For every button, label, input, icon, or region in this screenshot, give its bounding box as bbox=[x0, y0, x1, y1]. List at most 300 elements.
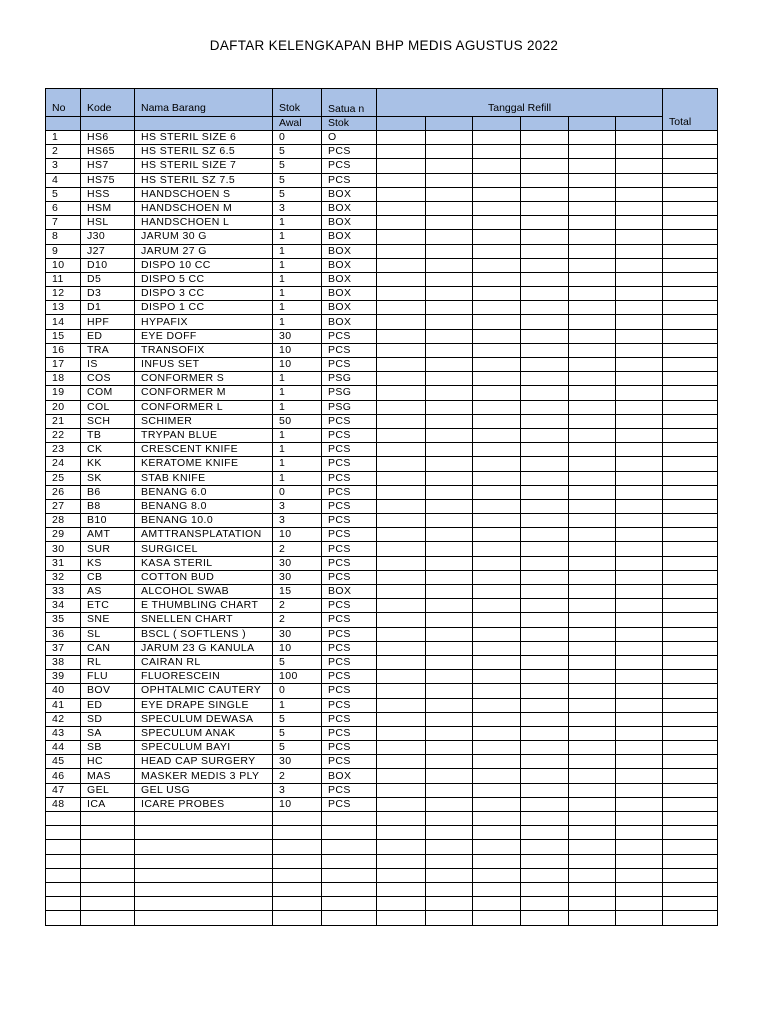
cell-refill bbox=[426, 159, 473, 173]
cell-refill bbox=[377, 145, 426, 159]
cell-refill bbox=[426, 471, 473, 485]
empty-cell bbox=[663, 812, 718, 826]
cell-satuan: PCS bbox=[322, 428, 377, 442]
empty-cell bbox=[426, 911, 473, 925]
cell-satuan: BOX bbox=[322, 244, 377, 258]
cell-refill bbox=[569, 159, 616, 173]
empty-cell bbox=[81, 911, 135, 925]
cell-kode: D1 bbox=[81, 301, 135, 315]
table-row bbox=[46, 514, 718, 528]
cell-total bbox=[663, 443, 718, 457]
cell-nama-barang: OPHTALMIC CAUTERY bbox=[135, 684, 273, 698]
cell-refill bbox=[616, 329, 663, 343]
cell-refill bbox=[616, 599, 663, 613]
cell-refill bbox=[473, 471, 521, 485]
cell-nama-barang: FLUORESCEIN bbox=[135, 670, 273, 684]
empty-cell bbox=[426, 840, 473, 854]
cell-refill bbox=[377, 216, 426, 230]
cell-nama-barang: SURGICEL bbox=[135, 542, 273, 556]
empty-cell bbox=[616, 812, 663, 826]
cell-kode: ED bbox=[81, 329, 135, 343]
cell-kode: SNE bbox=[81, 613, 135, 627]
cell-total bbox=[663, 712, 718, 726]
cell-nama-barang: TRANSOFIX bbox=[135, 343, 273, 357]
empty-cell bbox=[569, 826, 616, 840]
cell-refill bbox=[377, 457, 426, 471]
cell-refill bbox=[616, 414, 663, 428]
empty-cell bbox=[521, 911, 569, 925]
empty-cell bbox=[521, 897, 569, 911]
empty-cell bbox=[616, 826, 663, 840]
empty-cell bbox=[81, 897, 135, 911]
cell-total bbox=[663, 258, 718, 272]
cell-total bbox=[663, 287, 718, 301]
empty-cell bbox=[135, 826, 273, 840]
cell-refill bbox=[473, 272, 521, 286]
cell-nama-barang: JARUM 27 G bbox=[135, 244, 273, 258]
cell-refill bbox=[616, 386, 663, 400]
cell-refill bbox=[616, 585, 663, 599]
cell-stok-awal: 10 bbox=[273, 358, 322, 372]
cell-total bbox=[663, 159, 718, 173]
header-nama-barang: Nama Barang bbox=[135, 89, 273, 117]
cell-total bbox=[663, 599, 718, 613]
cell-refill bbox=[616, 244, 663, 258]
cell-kode: ED bbox=[81, 698, 135, 712]
cell-refill bbox=[377, 797, 426, 811]
cell-refill bbox=[569, 655, 616, 669]
cell-nama-barang: SPECULUM ANAK bbox=[135, 726, 273, 740]
cell-nama-barang: BENANG 6.0 bbox=[135, 485, 273, 499]
cell-nama-barang: BSCL ( SOFTLENS ) bbox=[135, 627, 273, 641]
empty-cell bbox=[377, 812, 426, 826]
cell-satuan: PCS bbox=[322, 684, 377, 698]
cell-kode: HS7 bbox=[81, 159, 135, 173]
table-row bbox=[46, 797, 718, 811]
empty-cell bbox=[322, 840, 377, 854]
cell-refill bbox=[616, 670, 663, 684]
cell-satuan: PCS bbox=[322, 627, 377, 641]
cell-total bbox=[663, 173, 718, 187]
cell-total bbox=[663, 670, 718, 684]
empty-cell bbox=[426, 882, 473, 896]
cell-refill bbox=[377, 556, 426, 570]
empty-cell bbox=[521, 812, 569, 826]
cell-nama-barang: COTTON BUD bbox=[135, 570, 273, 584]
cell-refill bbox=[473, 131, 521, 145]
cell-refill bbox=[377, 272, 426, 286]
cell-refill bbox=[426, 428, 473, 442]
empty-cell bbox=[273, 897, 322, 911]
cell-refill bbox=[473, 556, 521, 570]
cell-stok-awal: 5 bbox=[273, 712, 322, 726]
cell-satuan: BOX bbox=[322, 272, 377, 286]
table-row bbox=[46, 599, 718, 613]
header-total: Total bbox=[663, 89, 718, 131]
cell-refill bbox=[426, 173, 473, 187]
empty-cell bbox=[273, 882, 322, 896]
header-tanggal-refill: Tanggal Refill bbox=[377, 89, 663, 117]
cell-satuan: PCS bbox=[322, 641, 377, 655]
cell-refill bbox=[473, 457, 521, 471]
cell-refill bbox=[521, 797, 569, 811]
cell-stok-awal: 1 bbox=[273, 301, 322, 315]
cell-refill bbox=[616, 457, 663, 471]
cell-satuan: PCS bbox=[322, 556, 377, 570]
cell-refill bbox=[521, 287, 569, 301]
cell-total bbox=[663, 769, 718, 783]
cell-stok-awal: 1 bbox=[273, 400, 322, 414]
cell-total bbox=[663, 386, 718, 400]
cell-satuan: PCS bbox=[322, 570, 377, 584]
cell-refill bbox=[426, 187, 473, 201]
cell-kode: CAN bbox=[81, 641, 135, 655]
table-row bbox=[46, 414, 718, 428]
empty-cell bbox=[81, 826, 135, 840]
cell-kode: B10 bbox=[81, 514, 135, 528]
cell-refill bbox=[616, 343, 663, 357]
cell-no: 9 bbox=[46, 244, 81, 258]
cell-no: 31 bbox=[46, 556, 81, 570]
cell-satuan: PCS bbox=[322, 528, 377, 542]
cell-kode: HC bbox=[81, 755, 135, 769]
cell-no: 25 bbox=[46, 471, 81, 485]
cell-kode: GEL bbox=[81, 783, 135, 797]
cell-no: 21 bbox=[46, 414, 81, 428]
cell-no: 29 bbox=[46, 528, 81, 542]
cell-refill bbox=[473, 230, 521, 244]
cell-refill bbox=[473, 698, 521, 712]
cell-refill bbox=[377, 627, 426, 641]
cell-refill bbox=[426, 386, 473, 400]
cell-refill bbox=[377, 755, 426, 769]
cell-refill bbox=[616, 230, 663, 244]
table-row bbox=[46, 741, 718, 755]
cell-refill bbox=[521, 272, 569, 286]
cell-refill bbox=[521, 343, 569, 357]
cell-refill bbox=[377, 655, 426, 669]
cell-refill bbox=[616, 131, 663, 145]
cell-refill bbox=[569, 570, 616, 584]
cell-satuan: BOX bbox=[322, 301, 377, 315]
cell-no: 12 bbox=[46, 287, 81, 301]
cell-refill bbox=[569, 315, 616, 329]
cell-stok-awal: 30 bbox=[273, 329, 322, 343]
cell-kode: CB bbox=[81, 570, 135, 584]
cell-refill bbox=[616, 726, 663, 740]
cell-refill bbox=[616, 272, 663, 286]
cell-refill bbox=[426, 258, 473, 272]
table-row bbox=[46, 386, 718, 400]
cell-refill bbox=[377, 173, 426, 187]
cell-refill bbox=[521, 613, 569, 627]
cell-no: 17 bbox=[46, 358, 81, 372]
cell-kode: J27 bbox=[81, 244, 135, 258]
cell-total bbox=[663, 542, 718, 556]
cell-refill bbox=[377, 684, 426, 698]
cell-nama-barang: HS STERIL SZ 6.5 bbox=[135, 145, 273, 159]
cell-refill bbox=[521, 655, 569, 669]
cell-satuan: PCS bbox=[322, 414, 377, 428]
cell-refill bbox=[569, 599, 616, 613]
empty-cell bbox=[81, 812, 135, 826]
cell-refill bbox=[473, 358, 521, 372]
cell-stok-awal: 1 bbox=[273, 386, 322, 400]
cell-refill bbox=[426, 684, 473, 698]
cell-stok-awal: 5 bbox=[273, 655, 322, 669]
cell-total bbox=[663, 216, 718, 230]
cell-refill bbox=[426, 244, 473, 258]
table-row bbox=[46, 655, 718, 669]
cell-nama-barang: HANDSCHOEN L bbox=[135, 216, 273, 230]
empty-cell bbox=[521, 882, 569, 896]
cell-refill bbox=[521, 428, 569, 442]
cell-refill bbox=[521, 457, 569, 471]
empty-cell bbox=[616, 897, 663, 911]
cell-no: 4 bbox=[46, 173, 81, 187]
cell-no: 14 bbox=[46, 315, 81, 329]
cell-no: 20 bbox=[46, 400, 81, 414]
cell-refill bbox=[569, 201, 616, 215]
cell-refill bbox=[377, 542, 426, 556]
cell-refill bbox=[377, 315, 426, 329]
cell-refill bbox=[426, 272, 473, 286]
cell-total bbox=[663, 131, 718, 145]
cell-refill bbox=[616, 315, 663, 329]
cell-stok-awal: 1 bbox=[273, 287, 322, 301]
cell-refill bbox=[426, 131, 473, 145]
empty-cell bbox=[322, 911, 377, 925]
empty-cell bbox=[521, 854, 569, 868]
cell-refill bbox=[473, 428, 521, 442]
empty-cell bbox=[46, 854, 81, 868]
cell-refill bbox=[569, 485, 616, 499]
cell-nama-barang: DISPO 10 CC bbox=[135, 258, 273, 272]
cell-refill bbox=[473, 201, 521, 215]
inventory-table bbox=[45, 88, 718, 926]
cell-kode: HPF bbox=[81, 315, 135, 329]
empty-cell bbox=[663, 854, 718, 868]
cell-stok-awal: 3 bbox=[273, 499, 322, 513]
table-row bbox=[46, 726, 718, 740]
cell-kode: KS bbox=[81, 556, 135, 570]
table-row bbox=[46, 698, 718, 712]
cell-stok-awal: 10 bbox=[273, 528, 322, 542]
cell-nama-barang: CONFORMER M bbox=[135, 386, 273, 400]
empty-cell bbox=[46, 897, 81, 911]
header-refill-date-cell bbox=[569, 117, 616, 131]
cell-refill bbox=[473, 159, 521, 173]
empty-cell bbox=[135, 897, 273, 911]
empty-cell bbox=[377, 826, 426, 840]
table-row bbox=[46, 358, 718, 372]
table-row bbox=[46, 329, 718, 343]
cell-refill bbox=[569, 258, 616, 272]
empty-cell bbox=[426, 854, 473, 868]
cell-refill bbox=[426, 556, 473, 570]
cell-kode: BOV bbox=[81, 684, 135, 698]
cell-refill bbox=[521, 542, 569, 556]
blank-row bbox=[46, 854, 718, 868]
cell-stok-awal: 1 bbox=[273, 230, 322, 244]
empty-cell bbox=[473, 826, 521, 840]
cell-refill bbox=[569, 131, 616, 145]
cell-refill bbox=[569, 585, 616, 599]
cell-total bbox=[663, 797, 718, 811]
header-stok: Stok bbox=[273, 89, 322, 117]
cell-refill bbox=[521, 159, 569, 173]
cell-satuan: PCS bbox=[322, 457, 377, 471]
cell-refill bbox=[377, 443, 426, 457]
empty-cell bbox=[377, 868, 426, 882]
cell-refill bbox=[377, 287, 426, 301]
cell-no: 42 bbox=[46, 712, 81, 726]
cell-nama-barang: HANDSCHOEN M bbox=[135, 201, 273, 215]
empty-cell bbox=[663, 911, 718, 925]
cell-refill bbox=[616, 201, 663, 215]
table-body bbox=[46, 131, 718, 926]
cell-refill bbox=[616, 698, 663, 712]
empty-cell bbox=[46, 911, 81, 925]
table-row bbox=[46, 585, 718, 599]
cell-refill bbox=[377, 698, 426, 712]
cell-nama-barang: HANDSCHOEN S bbox=[135, 187, 273, 201]
cell-refill bbox=[616, 301, 663, 315]
cell-refill bbox=[521, 599, 569, 613]
empty-cell bbox=[521, 868, 569, 882]
cell-nama-barang: SNELLEN CHART bbox=[135, 613, 273, 627]
cell-nama-barang: ICARE PROBES bbox=[135, 797, 273, 811]
table-row bbox=[46, 471, 718, 485]
blank-row bbox=[46, 840, 718, 854]
cell-satuan: O bbox=[322, 131, 377, 145]
table-row bbox=[46, 570, 718, 584]
cell-refill bbox=[521, 726, 569, 740]
cell-kode: KK bbox=[81, 457, 135, 471]
empty-cell bbox=[135, 812, 273, 826]
cell-refill bbox=[426, 797, 473, 811]
cell-nama-barang: TRYPAN BLUE bbox=[135, 428, 273, 442]
empty-cell bbox=[616, 840, 663, 854]
cell-refill bbox=[473, 783, 521, 797]
cell-no: 6 bbox=[46, 201, 81, 215]
empty-cell bbox=[273, 868, 322, 882]
cell-refill bbox=[569, 542, 616, 556]
empty-cell bbox=[322, 826, 377, 840]
page-title: DAFTAR KELENGKAPAN BHP MEDIS AGUSTUS 2022 bbox=[209, 38, 559, 53]
cell-nama-barang: KASA STERIL bbox=[135, 556, 273, 570]
cell-refill bbox=[521, 471, 569, 485]
empty-cell bbox=[473, 882, 521, 896]
cell-total bbox=[663, 741, 718, 755]
cell-refill bbox=[377, 514, 426, 528]
cell-no: 48 bbox=[46, 797, 81, 811]
cell-kode: SA bbox=[81, 726, 135, 740]
table-row bbox=[46, 428, 718, 442]
cell-refill bbox=[426, 287, 473, 301]
empty-cell bbox=[322, 812, 377, 826]
cell-refill bbox=[521, 414, 569, 428]
cell-refill bbox=[473, 343, 521, 357]
cell-refill bbox=[473, 258, 521, 272]
cell-refill bbox=[426, 485, 473, 499]
cell-refill bbox=[569, 712, 616, 726]
cell-refill bbox=[426, 301, 473, 315]
cell-satuan: PCS bbox=[322, 485, 377, 499]
cell-refill bbox=[426, 499, 473, 513]
cell-refill bbox=[521, 131, 569, 145]
cell-refill bbox=[521, 372, 569, 386]
cell-refill bbox=[377, 471, 426, 485]
cell-refill bbox=[426, 655, 473, 669]
cell-refill bbox=[616, 556, 663, 570]
empty-cell bbox=[473, 911, 521, 925]
cell-refill bbox=[473, 570, 521, 584]
cell-refill bbox=[521, 698, 569, 712]
cell-refill bbox=[473, 769, 521, 783]
cell-refill bbox=[521, 258, 569, 272]
empty-cell bbox=[135, 882, 273, 896]
cell-nama-barang: AMTTRANSPLATATION bbox=[135, 528, 273, 542]
empty-cell bbox=[473, 897, 521, 911]
cell-refill bbox=[569, 471, 616, 485]
table-row bbox=[46, 272, 718, 286]
empty-cell bbox=[569, 868, 616, 882]
cell-kode: HS75 bbox=[81, 173, 135, 187]
cell-kode: SD bbox=[81, 712, 135, 726]
cell-refill bbox=[616, 528, 663, 542]
cell-no: 37 bbox=[46, 641, 81, 655]
table-row bbox=[46, 755, 718, 769]
cell-total bbox=[663, 145, 718, 159]
cell-kode: COS bbox=[81, 372, 135, 386]
cell-refill bbox=[473, 216, 521, 230]
header-nama-sub bbox=[135, 117, 273, 131]
cell-satuan: PSG bbox=[322, 372, 377, 386]
cell-total bbox=[663, 613, 718, 627]
cell-no: 2 bbox=[46, 145, 81, 159]
cell-refill bbox=[521, 641, 569, 655]
cell-refill bbox=[377, 201, 426, 215]
cell-no: 30 bbox=[46, 542, 81, 556]
cell-refill bbox=[426, 400, 473, 414]
cell-refill bbox=[426, 599, 473, 613]
cell-satuan: PCS bbox=[322, 159, 377, 173]
cell-total bbox=[663, 414, 718, 428]
cell-refill bbox=[473, 670, 521, 684]
cell-refill bbox=[616, 655, 663, 669]
cell-nama-barang: DISPO 5 CC bbox=[135, 272, 273, 286]
cell-refill bbox=[377, 599, 426, 613]
cell-total bbox=[663, 372, 718, 386]
cell-refill bbox=[521, 485, 569, 499]
cell-refill bbox=[473, 514, 521, 528]
cell-refill bbox=[426, 528, 473, 542]
cell-kode: D5 bbox=[81, 272, 135, 286]
cell-refill bbox=[569, 428, 616, 442]
table-row bbox=[46, 145, 718, 159]
cell-refill bbox=[569, 755, 616, 769]
cell-kode: IS bbox=[81, 358, 135, 372]
cell-total bbox=[663, 514, 718, 528]
cell-kode: SL bbox=[81, 627, 135, 641]
empty-cell bbox=[377, 854, 426, 868]
empty-cell bbox=[46, 812, 81, 826]
cell-stok-awal: 30 bbox=[273, 755, 322, 769]
cell-refill bbox=[616, 499, 663, 513]
cell-refill bbox=[616, 613, 663, 627]
cell-refill bbox=[616, 641, 663, 655]
